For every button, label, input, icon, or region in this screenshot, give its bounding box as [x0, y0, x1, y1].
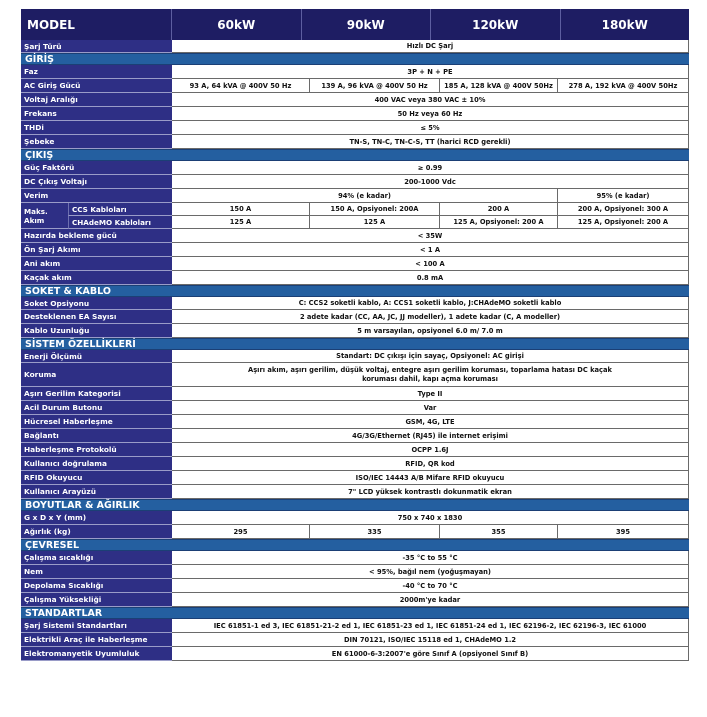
- row-value: 400 VAC veya 380 VAC ± 10%: [172, 93, 689, 107]
- table-row: [21, 229, 689, 243]
- row-label: Koruma: [21, 363, 172, 387]
- row-value: Var: [172, 401, 689, 415]
- row-value: 4G/3G/Ethernet (RJ45) ile internet erişimi: [172, 429, 689, 443]
- row-label: AC Giriş Gücü: [21, 79, 172, 93]
- row-value: DIN 70121, ISO/IEC 15118 ed 1, CHAdeMO 1.2: [172, 633, 689, 647]
- table-row: [21, 243, 689, 257]
- table-row: [21, 401, 689, 415]
- table-row: [21, 457, 689, 471]
- col-180kw: 180kW: [601, 17, 648, 32]
- row-label: Şebeke: [21, 135, 172, 149]
- row-label: Kablo Uzunluğu: [21, 324, 172, 338]
- table-row: [21, 387, 689, 401]
- row-value: 335: [310, 525, 440, 539]
- row-value: < 35W: [172, 229, 689, 243]
- section-system: SİSTEM ÖZELLİKLERİ: [21, 338, 689, 350]
- row-value: 0.8 mA: [172, 271, 689, 285]
- section-input: GİRİŞ: [21, 53, 689, 65]
- row-label: Acil Durum Butonu: [21, 401, 172, 415]
- row-value: Hızlı DC Şarj: [172, 40, 689, 53]
- row-label: Hazırda bekleme gücü: [21, 229, 172, 243]
- table-row: [21, 297, 689, 310]
- col-60kw: 60kW: [172, 9, 302, 40]
- row-value: 2 adete kadar (CC, AA, JC, JJ modeller), 1 adete kadar (C, A modeller): [172, 310, 689, 324]
- table-row: [68, 216, 689, 229]
- row-value: Type II: [172, 387, 689, 401]
- table-row: [21, 593, 689, 607]
- row-value: 200-1000 Vdc: [172, 175, 689, 189]
- row-value: < 1 A: [172, 243, 689, 257]
- row-label: Desteklenen EA Sayısı: [21, 310, 172, 324]
- table-row: [21, 107, 689, 121]
- row-label: Elektromanyetik Uyumluluk: [21, 647, 172, 661]
- row-label: Ön Şarj Akımı: [21, 243, 172, 257]
- row-value: 139 A, 96 kVA @ 400V 50 Hz: [310, 79, 440, 93]
- row-value: C: CCS2 soketli kablo, A: CCS1 soketli kablo, J:CHAdeMO soketli kablo: [172, 297, 689, 310]
- table-row: [21, 471, 689, 485]
- row-label: Depolama Sıcaklığı: [21, 579, 172, 593]
- table-row: [21, 257, 689, 271]
- table-row: [21, 551, 689, 565]
- table-row: [21, 565, 689, 579]
- row-value: 125 A: [172, 216, 310, 229]
- row-label: Kullanıcı Arayüzü: [21, 485, 172, 499]
- row-value: 94% (e kadar): [172, 189, 558, 203]
- row-value: OCPP 1.6J: [172, 443, 689, 457]
- row-label: RFID Okuyucu: [21, 471, 172, 485]
- row-label: Nem: [21, 565, 172, 579]
- spec-table: [21, 9, 689, 661]
- row-value: Aşırı akım, aşırı gerilim, düşük voltaj, entegre aşırı gerilim koruması, toparlama hatası DC kaçak koruması dahil, kapı açma koruması: [172, 363, 689, 387]
- max-current-group: [21, 203, 689, 229]
- row-value: 295: [172, 525, 310, 539]
- row-label: Ağırlık (kg): [21, 525, 172, 539]
- row-label: Haberleşme Protokolü: [21, 443, 172, 457]
- row-value: 125 A, Opsiyonel: 200 A: [558, 216, 689, 229]
- table-row: [21, 443, 689, 457]
- row-value: 50 Hz veya 60 Hz: [172, 107, 689, 121]
- table-row: [21, 135, 689, 149]
- row-value: 150 A, Opsiyonel: 200A: [310, 203, 440, 216]
- col-120kw: 120kW: [431, 9, 561, 40]
- table-row: [21, 121, 689, 135]
- table-row: [21, 511, 689, 525]
- row-label: Hücresel Haberleşme: [21, 415, 172, 429]
- row-value: -40 °C to 70 °C: [172, 579, 689, 593]
- row-value: 355: [440, 525, 558, 539]
- row-value: Standart: DC çıkışı için sayaç, Opsiyonel: AC girişi: [172, 350, 689, 363]
- row-value: IEC 61851-1 ed 3, IEC 61851-21-2 ed 1, IEC 61851-23 ed 1, IEC 61851-24 ed 1, IEC 62196-2, IEC 62196-3, IEC 61000: [172, 619, 689, 633]
- row-label: CHAdeMO Kabloları: [68, 216, 172, 229]
- table-row: [21, 579, 689, 593]
- row-label: Verim: [21, 189, 172, 203]
- row-value: RFID, QR kod: [172, 457, 689, 471]
- table-header: [21, 9, 689, 40]
- model-header: MODEL: [21, 9, 172, 40]
- row-value: 185 A, 128 kVA @ 400V 50Hz: [440, 79, 558, 93]
- table-row: [21, 429, 689, 443]
- row-value: 7" LCD yüksek kontrastlı dokunmatik ekran: [172, 485, 689, 499]
- row-label: Çalışma Yüksekliği: [21, 593, 172, 607]
- table-row: [21, 485, 689, 499]
- row-value: 750 x 740 x 1830: [172, 511, 689, 525]
- table-row: [21, 65, 689, 79]
- row-label: Ani akım: [21, 257, 172, 271]
- row-label: Kaçak akım: [21, 271, 172, 285]
- row-value: 95% (e kadar): [558, 189, 689, 203]
- row-value: 5 m varsayılan, opsiyonel 6.0 m/ 7.0 m: [172, 324, 689, 338]
- row-value: GSM, 4G, LTE: [172, 415, 689, 429]
- row-label: Şarj Türü: [21, 40, 172, 53]
- row-label: Bağlantı: [21, 429, 172, 443]
- table-row: [21, 647, 689, 661]
- row-value: ISO/IEC 14443 A/B Mifare RFID okuyucu: [172, 471, 689, 485]
- table-row: [21, 633, 689, 647]
- row-label: Şarj Sistemi Standartları: [21, 619, 172, 633]
- table-row: [21, 415, 689, 429]
- table-row: [21, 271, 689, 285]
- row-label: CCS Kabloları: [68, 203, 172, 216]
- row-value: 278 A, 192 kVA @ 400V 50Hz: [558, 79, 689, 93]
- row-value: 200 A, Opsiyonel: 300 A: [558, 203, 689, 216]
- row-value: ≥ 0.99: [172, 161, 689, 175]
- row-label: Kullanıcı doğrulama: [21, 457, 172, 471]
- row-value: 125 A: [310, 216, 440, 229]
- row-label: Soket Opsiyonu: [21, 297, 172, 310]
- max-current-label: Maks. Akım: [21, 203, 68, 229]
- table-row: [21, 324, 689, 338]
- section-dimensions: BOYUTLAR & AĞIRLIK: [21, 499, 689, 511]
- section-output: ÇIKIŞ: [21, 149, 689, 161]
- table-row: [21, 161, 689, 175]
- row-label: Voltaj Aralığı: [21, 93, 172, 107]
- row-value: 200 A: [440, 203, 558, 216]
- row-value: 125 A, Opsiyonel: 200 A: [440, 216, 558, 229]
- row-label: G x D x Y (mm): [21, 511, 172, 525]
- row-value: 3P + N + PE: [172, 65, 689, 79]
- table-row: [21, 175, 689, 189]
- table-row: [21, 40, 689, 53]
- row-value: < 100 A: [172, 257, 689, 271]
- row-label: DC Çıkış Voltajı: [21, 175, 172, 189]
- section-standards: STANDARTLAR: [21, 607, 689, 619]
- row-value: 150 A: [172, 203, 310, 216]
- section-socket: SOKET & KABLO: [21, 285, 689, 297]
- row-label: Enerji Ölçümü: [21, 350, 172, 363]
- section-environment: ÇEVRESEL: [21, 539, 689, 551]
- table-row: [21, 310, 689, 324]
- row-label: Güç Faktörü: [21, 161, 172, 175]
- row-value: 2000m'ye kadar: [172, 593, 689, 607]
- row-value: -35 °C to 55 °C: [172, 551, 689, 565]
- table-row: [21, 79, 689, 93]
- row-value: < 95%, bağıl nem (yoğuşmayan): [172, 565, 689, 579]
- table-row: [21, 525, 689, 539]
- table-row: [21, 363, 689, 387]
- row-value: EN 61000-6-3:2007'e göre Sınıf A (opsiyonel Sınıf B): [172, 647, 689, 661]
- row-value: ≤ 5%: [172, 121, 689, 135]
- row-label: Faz: [21, 65, 172, 79]
- row-label: Frekans: [21, 107, 172, 121]
- row-label: THDi: [21, 121, 172, 135]
- row-value: TN-S, TN-C, TN-C-S, TT (harici RCD gerekli): [172, 135, 689, 149]
- table-row: [21, 189, 689, 203]
- col-90kw: 90kW: [302, 9, 432, 40]
- row-label: Aşırı Gerilim Kategorisi: [21, 387, 172, 401]
- table-row: [21, 93, 689, 107]
- row-label: Çalışma sıcaklığı: [21, 551, 172, 565]
- table-row: [21, 619, 689, 633]
- row-value: 395: [558, 525, 689, 539]
- table-row: [21, 350, 689, 363]
- table-row: [68, 203, 689, 216]
- row-label: Elektrikli Araç ile Haberleşme: [21, 633, 172, 647]
- row-value: 93 A, 64 kVA @ 400V 50 Hz: [172, 79, 310, 93]
